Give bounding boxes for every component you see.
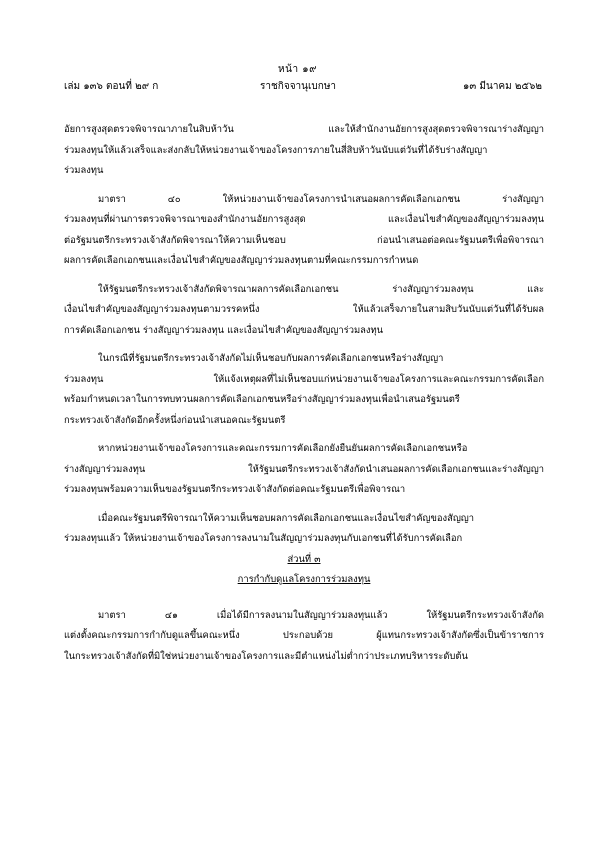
para3-line-3: การคัดเลือกเอกชน ร่างสัญญาร่วมลงทุน และเงื่อนไขสำคัญของสัญญาร่วมลงทุน: [64, 324, 384, 336]
section-40-line-3: ต่อรัฐมนตรีกระทรวงเจ้าสังกัดพิจารณาให้ความเห็นชอบ ก่อนนำเสนอต่อคณะรัฐมนตรีเพื่อพิจารณา: [64, 234, 544, 246]
para5-line-2: ร่างสัญญาร่วมลงทุน ให้รัฐมนตรีกระทรวงเจ้าสังกัดนำเสนอผลการคัดเลือกเอกชนและร่างสัญญา: [64, 463, 544, 475]
document-body: [64, 120, 544, 667]
para1-line-1: อัยการสูงสุดตรวจพิจารณาภายในสิบห้าวัน และให้สำนักงานอัยการสูงสุดตรวจพิจารณาร่างสัญญา: [64, 124, 544, 135]
section-41-line-2: แต่งตั้งคณะกรรมการกำกับดูแลขึ้นคณะหนึ่ง ประกอบด้วย ผู้แทนกระทรวงเจ้าสังกัดซึ่งเป็นข้าราชการ: [64, 630, 544, 641]
section-title: การกำกับดูแลโครงการร่วมลงทุน: [237, 573, 371, 585]
para4-line-2: ร่วมลงทุน ให้แจ้งเหตุผลที่ไม่เห็นชอบแก่หน่วยงานเจ้าของโครงการและคณะกรรมการคัดเลือก: [64, 373, 544, 385]
page-number: หน้า ๑๙: [278, 64, 317, 75]
section-41-line-1: มาตรา ๔๑ เมื่อได้มีการลงนามในสัญญาร่วมลงทุนแล้ว ให้รัฐมนตรีกระทรวงเจ้าสังกัด: [98, 609, 544, 621]
section-number: ส่วนที่ ๓: [287, 553, 321, 565]
para4-line-1: ในกรณีที่รัฐมนตรีกระทรวงเจ้าสังกัดไม่เห็นชอบกับผลการคัดเลือกเอกชนหรือร่างสัญญา: [98, 353, 444, 364]
para1-line-2: ร่วมลงทุนให้แล้วเสร็จและส่งกลับให้หน่วยงานเจ้าของโครงการภายในสี่สิบห้าวันนับแต่วันที่ได้รับร่างสัญญา: [64, 144, 488, 156]
para3-line-2: เงื่อนไขสำคัญของสัญญาร่วมลงทุนตามวรรคหนึ่ง ให้แล้วเสร็จภายในสามสิบวันนับแต่วันที่ได้รับผล: [64, 304, 544, 315]
para6-line-2: ร่วมลงทุนแล้ว ให้หน่วยงานเจ้าของโครงการลงนามในสัญญาร่วมลงทุนกับเอกชนที่ได้รับการคัดเลือก: [64, 533, 463, 544]
section-40-line-1: มาตรา ๔๐ ให้หน่วยงานเจ้าของโครงการนำเสนอผลการคัดเลือกเอกชน ร่างสัญญา: [98, 193, 544, 205]
section-40-line-2: ร่วมลงทุนที่ผ่านการตรวจพิจารณาของสำนักงานอัยการสูงสุด และเงื่อนไขสำคัญของสัญญาร่วมลงทุน: [64, 214, 544, 225]
para3-line-1: ให้รัฐมนตรีกระทรวงเจ้าสังกัดพิจารณาผลการคัดเลือกเอกชน ร่างสัญญาร่วมลงทุน และ: [98, 283, 544, 295]
section-subheading: [64, 570, 544, 590]
publish-date: ๑๓ มีนาคม ๒๕๖๒: [463, 81, 542, 92]
para5-line-3: ร่วมลงทุนพร้อมความเห็นของรัฐมนตรีกระทรวงเจ้าสังกัดต่อคณะรัฐมนตรีเพื่อพิจารณา: [64, 484, 406, 495]
volume-issue: เล่ม ๑๓๖ ตอนที่ ๒๙ ก: [64, 81, 159, 92]
section-40-line-4: ผลการคัดเลือกเอกชนและเงื่อนไขสำคัญของสัญญาร่วมลงทุนตามที่คณะกรรมการกำหนด: [64, 255, 419, 266]
para4-line-3: พร้อมกำหนดเวลาในการทบทวนผลการคัดเลือกเอกชนหรือร่างสัญญาร่วมลงทุนเพื่อนำเสนอรัฐมนตรี: [64, 394, 460, 405]
gazette-header: [64, 79, 542, 93]
section-heading: [64, 550, 544, 570]
para4-line-4: กระทรวงเจ้าสังกัดอีกครั้งหนึ่งก่อนนำเสนอคณะรัฐมนตรี: [64, 414, 286, 426]
para6-line-1: เมื่อคณะรัฐมนตรีพิจารณาให้ความเห็นชอบผลการคัดเลือกเอกชนและเงื่อนไขสำคัญของสัญญา: [98, 512, 475, 524]
section-41-line-3: ในกระทรวงเจ้าสังกัดที่มิใช่หน่วยงานเจ้าของโครงการและมีตำแหน่งไม่ต่ำกว่าประเภทบริหารระดับต้น: [64, 650, 468, 662]
para1-line-3: ร่วมลงทุน: [64, 165, 104, 176]
para5-line-1: หากหน่วยงานเจ้าของโครงการและคณะกรรมการคัดเลือกยังยืนยันผลการคัดเลือกเอกชนหรือ: [98, 443, 468, 454]
gazette-name: ราชกิจจานุเบกษา: [260, 81, 337, 92]
